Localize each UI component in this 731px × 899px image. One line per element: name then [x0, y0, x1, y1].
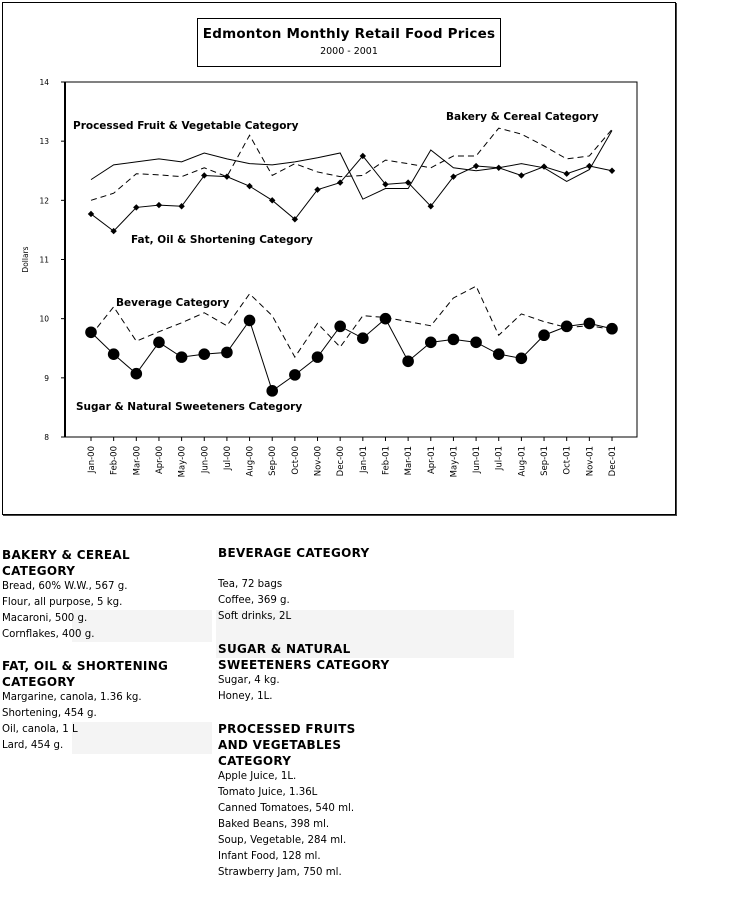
- list-item: Cornflakes, 400 g.: [2, 629, 95, 640]
- list-item: Flour, all purpose, 5 kg.: [2, 597, 123, 608]
- x-tick-label: Dec-01: [608, 446, 618, 477]
- y-tick-label: 8: [44, 433, 49, 442]
- series-line-4: [91, 319, 612, 391]
- y-tick-label: 12: [39, 196, 49, 206]
- list-item: Strawberry Jam, 750 ml.: [218, 867, 342, 878]
- list-item: Coffee, 369 g.: [218, 595, 290, 606]
- data-point-circle: [108, 348, 120, 360]
- data-point-diamond: [246, 183, 252, 189]
- fat-category-heading: FAT, OIL & SHORTENING CATEGORY: [2, 659, 169, 689]
- x-tick-label: Apr-01: [426, 446, 437, 475]
- bakery-category-heading: BAKERY & CEREAL CATEGORY: [2, 548, 130, 578]
- data-point-circle: [516, 353, 528, 365]
- processed-category-list: [218, 721, 368, 881]
- chart-title-box: [197, 18, 501, 67]
- chart-title: Edmonton Monthly Retail Food Prices: [202, 26, 496, 42]
- x-tick-label: Feb-00: [109, 446, 120, 475]
- list-item: Baked Beans, 398 ml.: [218, 819, 330, 830]
- chart-frame: [2, 2, 676, 515]
- y-tick-label: 13: [39, 137, 49, 147]
- data-point-circle: [561, 321, 573, 333]
- data-point-diamond: [563, 171, 569, 177]
- processed-category-heading: PROCESSED FRUITS AND VEGETABLES CATEGORY: [218, 722, 356, 768]
- data-point-circle: [334, 321, 346, 333]
- series-label-beverage: Beverage Category: [116, 297, 230, 309]
- x-tick-label: Jul-00: [222, 446, 233, 471]
- data-point-circle: [402, 355, 414, 367]
- data-point-diamond: [518, 172, 524, 178]
- data-point-circle: [470, 337, 482, 349]
- x-tick-label: May-01: [449, 446, 460, 478]
- series-label-bakery: Bakery & Cereal Category: [446, 111, 599, 123]
- data-point-circle: [266, 385, 278, 397]
- sugar-category-heading: SUGAR & NATURAL SWEETENERS CATEGORY: [218, 642, 390, 672]
- x-tick-label: Jun-01: [472, 446, 483, 474]
- x-tick-label: Aug-00: [245, 446, 256, 477]
- data-point-circle: [493, 348, 505, 360]
- list-item: Lard, 454 g.: [2, 740, 64, 751]
- data-point-circle: [131, 368, 143, 380]
- beverage-category-list: [218, 545, 418, 625]
- data-point-circle: [153, 337, 165, 349]
- sugar-category-list: [218, 641, 408, 705]
- y-tick-label: 9: [44, 373, 49, 383]
- x-tick-label: Jan-01: [358, 446, 369, 473]
- list-item: Bread, 60% W.W., 567 g.: [2, 581, 128, 592]
- data-point-circle: [244, 315, 256, 327]
- x-tick-label: Feb-01: [381, 446, 392, 475]
- data-point-diamond: [586, 163, 592, 169]
- data-point-diamond: [609, 168, 615, 174]
- data-point-circle: [357, 332, 369, 344]
- data-point-circle: [380, 313, 392, 325]
- list-item: Apple Juice, 1L.: [218, 771, 297, 782]
- list-item: Soup, Vegetable, 284 ml.: [218, 835, 347, 846]
- list-item: Sugar, 4 kg.: [218, 675, 280, 686]
- x-tick-label: May-00: [177, 446, 188, 478]
- data-point-circle: [584, 318, 596, 330]
- data-point-circle: [176, 351, 188, 363]
- data-point-circle: [606, 323, 618, 335]
- list-item: Oil, canola, 1 L: [2, 724, 78, 735]
- data-point-diamond: [496, 165, 502, 171]
- x-tick-label: Mar-01: [404, 446, 415, 476]
- data-point-circle: [538, 329, 550, 341]
- x-tick-label: Jan-00: [87, 446, 97, 473]
- x-tick-label: Sep-00: [268, 446, 279, 476]
- beverage-category-heading: BEVERAGE CATEGORY: [218, 546, 370, 560]
- data-point-circle: [312, 351, 324, 363]
- y-axis-label: Dollars: [21, 246, 30, 273]
- series-line-2: [91, 156, 612, 231]
- x-tick-label: Nov-00: [313, 446, 324, 477]
- x-tick-label: Oct-01: [562, 446, 573, 475]
- list-item: Honey, 1L.: [218, 691, 273, 702]
- series-label-processed: Processed Fruit & Vegetable Category: [73, 120, 299, 132]
- plot-area: [65, 82, 637, 437]
- series-label-sugar: Sugar & Natural Sweeteners Category: [76, 401, 303, 413]
- data-point-diamond: [224, 173, 230, 179]
- list-item: Soft drinks, 2L: [218, 611, 292, 622]
- list-item: Shortening, 454 g.: [2, 708, 97, 719]
- data-point-circle: [289, 369, 301, 381]
- list-item: Infant Food, 128 ml.: [218, 851, 321, 862]
- series-line-1: [91, 128, 612, 200]
- y-tick-label: 14: [39, 78, 49, 87]
- list-item: Macaroni, 500 g.: [2, 613, 88, 624]
- data-point-circle: [425, 337, 437, 349]
- list-item: Margarine, canola, 1.36 kg.: [2, 692, 142, 703]
- fat-category-list: [2, 658, 182, 754]
- list-item: Tomato Juice, 1.36L: [218, 787, 318, 798]
- x-tick-label: Oct-00: [290, 446, 301, 475]
- x-tick-label: Nov-01: [585, 446, 596, 477]
- data-point-circle: [85, 326, 97, 338]
- x-tick-label: Apr-00: [154, 446, 165, 475]
- line-chart: [3, 3, 675, 514]
- x-tick-label: Dec-00: [336, 446, 347, 477]
- x-tick-label: Aug-01: [517, 446, 528, 477]
- list-item: Canned Tomatoes, 540 ml.: [218, 803, 355, 814]
- data-point-diamond: [473, 163, 479, 169]
- data-point-circle: [221, 347, 233, 359]
- data-point-diamond: [156, 202, 162, 208]
- chart-subtitle: 2000 - 2001: [320, 46, 378, 57]
- x-tick-label: Mar-00: [132, 446, 143, 476]
- data-point-circle: [448, 334, 460, 346]
- y-tick-label: 10: [39, 314, 49, 324]
- x-tick-label: Sep-01: [540, 446, 551, 476]
- y-tick-label: 11: [39, 255, 49, 265]
- data-point-circle: [198, 348, 210, 360]
- x-tick-label: Jun-00: [200, 446, 211, 474]
- x-tick-label: Jul-01: [494, 446, 505, 471]
- bakery-category-list: [2, 547, 152, 643]
- list-item: Tea, 72 bags: [218, 579, 283, 590]
- series-label-fat: Fat, Oil & Shortening Category: [131, 234, 313, 246]
